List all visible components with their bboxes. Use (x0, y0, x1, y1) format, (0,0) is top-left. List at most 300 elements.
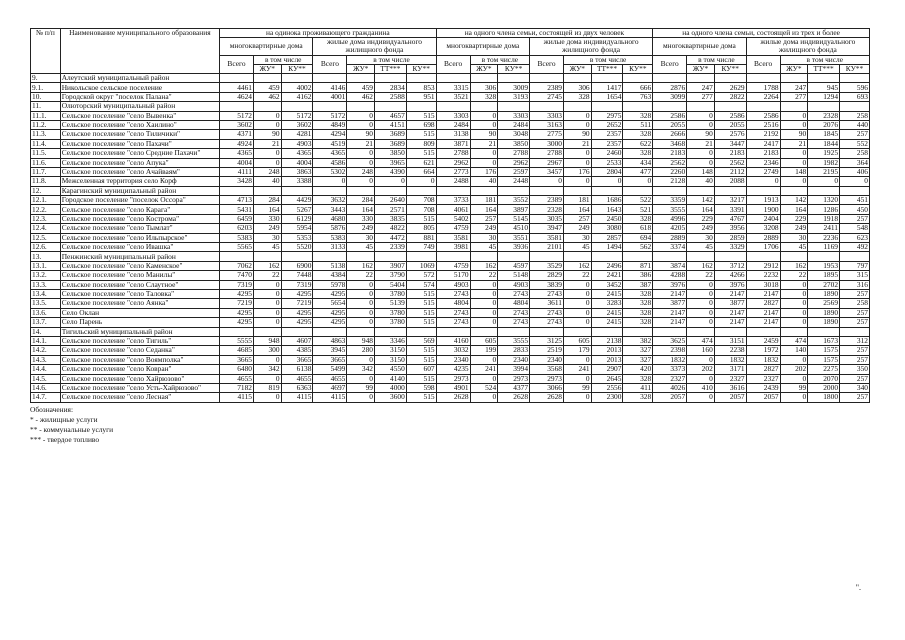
value-cell (470, 186, 498, 195)
value-cell: 2484 (498, 120, 530, 129)
value-cell: 22 (780, 271, 808, 280)
row-number: 13.1. (31, 261, 61, 270)
value-cell: 0 (564, 393, 592, 402)
value-cell: 22 (347, 271, 375, 280)
value-cell: 2238 (714, 346, 746, 355)
value-cell: 0 (780, 290, 808, 299)
value-cell: 569 (406, 336, 436, 345)
value-cell: 607 (406, 365, 436, 374)
value-cell: 3850 (498, 139, 530, 148)
header-including: в том числе (780, 55, 869, 64)
value-cell: 257 (470, 214, 498, 223)
value-cell: 1832 (653, 355, 687, 364)
table-row (31, 167, 870, 176)
value-cell: 0 (470, 308, 498, 317)
table-header (31, 29, 870, 74)
value-cell: 0 (687, 318, 715, 327)
value-cell: 4281 (281, 130, 313, 139)
value-cell: 4759 (436, 261, 470, 270)
row-number: 12.2. (31, 205, 61, 214)
table-row (31, 177, 870, 186)
value-cell: 0 (470, 280, 498, 289)
value-cell: 0 (564, 318, 592, 327)
value-cell: 4863 (313, 336, 347, 345)
value-cell (281, 252, 313, 261)
value-cell: 0 (253, 299, 281, 308)
value-cell: 0 (564, 149, 592, 158)
row-number: 13.5. (31, 299, 61, 308)
value-cell: 4804 (498, 299, 530, 308)
value-cell: 1320 (808, 196, 840, 205)
table-body (31, 74, 870, 403)
value-cell: 2556 (591, 383, 623, 392)
value-cell: 2088 (714, 177, 746, 186)
value-cell: 4146 (313, 83, 347, 92)
value-cell: 306 (564, 83, 592, 92)
table-row (31, 224, 870, 233)
row-number: 14.4. (31, 365, 61, 374)
value-cell: 1417 (591, 83, 623, 92)
value-cell: 0 (470, 299, 498, 308)
header-ku: КУ** (498, 64, 530, 73)
value-cell (220, 186, 254, 195)
value-cell: 2743 (498, 318, 530, 327)
value-cell: 4385 (281, 346, 313, 355)
value-cell: 3780 (374, 290, 406, 299)
value-cell (687, 74, 715, 83)
value-cell: 162 (253, 261, 281, 270)
value-cell: 2013 (591, 346, 623, 355)
table-row (31, 139, 870, 148)
value-cell: 4115 (313, 393, 347, 402)
value-cell: 328 (623, 308, 653, 317)
value-cell (840, 327, 870, 336)
value-cell: 2327 (746, 374, 780, 383)
value-cell: 45 (347, 243, 375, 252)
value-cell: 99 (347, 383, 375, 392)
value-cell: 3877 (653, 299, 687, 308)
value-cell: 0 (687, 299, 715, 308)
value-cell: 2415 (591, 290, 623, 299)
region-row (31, 327, 870, 336)
value-cell: 2057 (746, 393, 780, 402)
header-total: Всего (653, 55, 687, 73)
value-cell: 694 (623, 233, 653, 242)
header-total: Всего (436, 55, 470, 73)
value-cell: 3665 (220, 355, 254, 364)
value-cell (436, 327, 470, 336)
value-cell: 164 (780, 205, 808, 214)
value-cell: 3151 (714, 336, 746, 345)
value-cell: 181 (470, 196, 498, 205)
value-cell: 5555 (220, 336, 254, 345)
value-cell: 871 (623, 261, 653, 270)
value-cell: 340 (840, 383, 870, 392)
region-row (31, 74, 870, 83)
value-cell: 22 (470, 271, 498, 280)
value-cell: 2562 (714, 158, 746, 167)
value-cell: 2357 (591, 130, 623, 139)
value-cell: 2586 (714, 111, 746, 120)
legend-notes (30, 405, 870, 445)
value-cell (746, 327, 780, 336)
value-cell: 2652 (591, 120, 623, 129)
value-cell: 2195 (808, 167, 840, 176)
value-cell: 0 (470, 111, 498, 120)
value-cell: 2889 (746, 233, 780, 242)
value-cell: 2973 (436, 374, 470, 383)
value-cell: 2327 (714, 374, 746, 383)
value-cell: 4295 (281, 308, 313, 317)
value-cell: 2975 (591, 111, 623, 120)
value-cell: 4586 (313, 158, 347, 167)
value-cell (840, 74, 870, 83)
value-cell: 0 (687, 374, 715, 383)
value-cell: 0 (687, 280, 715, 289)
value-cell: 5954 (281, 224, 313, 233)
value-cell: 0 (780, 280, 808, 289)
value-cell: 951 (406, 92, 436, 101)
value-cell (623, 186, 653, 195)
value-cell: 3712 (714, 261, 746, 270)
value-cell (780, 327, 808, 336)
value-cell (687, 102, 715, 111)
value-cell: 247 (687, 83, 715, 92)
value-cell: 763 (623, 92, 653, 101)
value-cell: 3048 (498, 130, 530, 139)
value-cell (253, 252, 281, 261)
value-cell: 4657 (374, 111, 406, 120)
value-cell: 1913 (746, 196, 780, 205)
value-cell: 2327 (653, 374, 687, 383)
value-cell: 247 (780, 83, 808, 92)
value-cell: 4903 (498, 280, 530, 289)
value-cell (653, 252, 687, 261)
value-cell (687, 327, 715, 336)
value-cell: 524 (470, 383, 498, 392)
value-cell (530, 186, 564, 195)
value-cell: 5383 (220, 233, 254, 242)
value-cell: 2389 (530, 196, 564, 205)
value-cell: 257 (840, 318, 870, 327)
value-cell: 515 (406, 214, 436, 223)
value-cell: 598 (406, 383, 436, 392)
value-cell: 3080 (591, 224, 623, 233)
value-cell (347, 102, 375, 111)
value-cell: 3555 (498, 336, 530, 345)
value-cell (591, 252, 623, 261)
value-cell: 4697 (313, 383, 347, 392)
value-cell (253, 327, 281, 336)
value-cell: 4000 (374, 383, 406, 392)
value-cell (313, 74, 347, 83)
value-cell (436, 102, 470, 111)
value-cell: 164 (253, 205, 281, 214)
value-cell: 4655 (313, 374, 347, 383)
value-cell: 0 (623, 177, 653, 186)
header-group-2: на одного члена семьи, состоящей из двух человек (436, 29, 653, 38)
header-sub-apartments: многоквартирные дома (220, 38, 313, 55)
value-cell: 515 (406, 393, 436, 402)
value-cell: 0 (564, 290, 592, 299)
value-cell: 2275 (808, 365, 840, 374)
value-cell: 2147 (653, 318, 687, 327)
value-cell: 1673 (808, 336, 840, 345)
value-cell: 162 (780, 261, 808, 270)
value-cell: 4903 (281, 139, 313, 148)
value-cell: 3303 (498, 111, 530, 120)
value-cell: 2264 (746, 92, 780, 101)
table-row (31, 336, 870, 345)
value-cell: 3665 (281, 355, 313, 364)
value-cell: 0 (564, 374, 592, 383)
table-row (31, 83, 870, 92)
value-cell (374, 74, 406, 83)
value-cell: 3391 (714, 205, 746, 214)
region-name: Тигильский муниципальный район (60, 327, 219, 336)
value-cell: 229 (687, 214, 715, 223)
value-cell: 2070 (808, 374, 840, 383)
value-cell: 3428 (220, 177, 254, 186)
value-cell: 386 (623, 271, 653, 280)
value-cell: 2357 (591, 139, 623, 148)
value-cell: 249 (347, 224, 375, 233)
value-cell: 0 (470, 318, 498, 327)
value-cell: 618 (623, 224, 653, 233)
value-cell: 3936 (498, 243, 530, 252)
value-cell: 258 (840, 149, 870, 158)
value-cell (746, 74, 780, 83)
value-cell: 0 (313, 177, 347, 186)
value-cell: 350 (840, 365, 870, 374)
value-cell: 4115 (220, 393, 254, 402)
value-cell: 2439 (746, 383, 780, 392)
value-cell (470, 74, 498, 83)
value-cell: 2827 (746, 365, 780, 374)
value-cell: 3552 (498, 196, 530, 205)
value-cell: 2973 (498, 374, 530, 383)
value-cell: 7448 (281, 271, 313, 280)
value-cell: 1918 (808, 214, 840, 223)
header-name: Наименование муниципального образования (60, 29, 219, 74)
value-cell: 1844 (808, 139, 840, 148)
value-cell: 4294 (313, 130, 347, 139)
value-cell (840, 252, 870, 261)
value-cell: 5170 (436, 271, 470, 280)
value-cell: 0 (564, 280, 592, 289)
value-cell: 4597 (498, 261, 530, 270)
value-cell: 0 (347, 290, 375, 299)
value-cell: 3468 (653, 139, 687, 148)
value-cell: 21 (253, 139, 281, 148)
value-cell: 2857 (591, 233, 623, 242)
table-row (31, 299, 870, 308)
value-cell (623, 327, 653, 336)
header-total: Всего (220, 55, 254, 73)
value-cell: 853 (406, 83, 436, 92)
value-cell (530, 327, 564, 336)
value-cell (498, 186, 530, 195)
value-cell: 162 (347, 261, 375, 270)
value-cell: 0 (780, 149, 808, 158)
value-cell: 2346 (746, 158, 780, 167)
value-cell: 621 (406, 158, 436, 167)
value-cell: 2516 (746, 120, 780, 129)
value-cell: 623 (840, 233, 870, 242)
value-cell: 2340 (498, 355, 530, 364)
value-cell: 22 (564, 271, 592, 280)
value-cell: 3956 (714, 224, 746, 233)
value-cell: 176 (564, 167, 592, 176)
table-row (31, 205, 870, 214)
value-cell: 2822 (714, 92, 746, 101)
value-cell: 30 (470, 233, 498, 242)
value-cell: 162 (564, 261, 592, 270)
value-cell: 22 (253, 271, 281, 280)
value-cell: 1643 (591, 205, 623, 214)
value-cell: 40 (687, 177, 715, 186)
value-cell: 6363 (281, 383, 313, 392)
value-cell: 2328 (530, 205, 564, 214)
header-tt: ТТ*** (591, 64, 623, 73)
value-cell: 1706 (746, 243, 780, 252)
value-cell: 462 (347, 92, 375, 101)
value-cell (281, 102, 313, 111)
value-cell: 2398 (653, 346, 687, 355)
municipality-name: Сельское поселение "село Хаилино" (60, 120, 219, 129)
value-cell: 3346 (374, 336, 406, 345)
value-cell: 30 (347, 233, 375, 242)
note-item: * - жилищные услуги (30, 414, 98, 424)
value-cell: 2628 (498, 393, 530, 402)
value-cell: 4365 (313, 149, 347, 158)
value-cell: 1845 (808, 130, 840, 139)
value-cell: 258 (840, 299, 870, 308)
region-row (31, 186, 870, 195)
value-cell: 0 (347, 318, 375, 327)
value-cell: 1069 (406, 261, 436, 270)
municipality-name: Сельское поселение "село Вывенка" (60, 111, 219, 120)
value-cell: 515 (406, 299, 436, 308)
value-cell: 881 (406, 233, 436, 242)
value-cell: 2645 (591, 374, 623, 383)
value-cell: 248 (347, 167, 375, 176)
value-cell: 0 (253, 355, 281, 364)
value-cell: 2743 (530, 308, 564, 317)
value-cell: 3581 (436, 233, 470, 242)
value-cell: 229 (780, 214, 808, 223)
value-cell: 90 (253, 130, 281, 139)
value-cell: 420 (623, 365, 653, 374)
value-cell: 4624 (220, 92, 254, 101)
value-cell: 5402 (436, 214, 470, 223)
value-cell: 5139 (374, 299, 406, 308)
value-cell: 2640 (374, 196, 406, 205)
value-cell: 277 (687, 92, 715, 101)
municipality-name: Сельское поселение "село Апука" (60, 158, 219, 167)
value-cell: 3374 (653, 243, 687, 252)
value-cell (746, 252, 780, 261)
table-row (31, 196, 870, 205)
value-cell (687, 186, 715, 195)
table-row (31, 120, 870, 129)
value-cell: 0 (687, 111, 715, 120)
value-cell (591, 186, 623, 195)
header-tt: ТТ*** (374, 64, 406, 73)
value-cell: 2417 (746, 139, 780, 148)
value-cell: 3733 (436, 196, 470, 205)
header-zhu: ЖУ* (780, 64, 808, 73)
region-name: Олюторский муниципальный район (60, 102, 219, 111)
header-tt: ТТ*** (808, 64, 840, 73)
value-cell: 3443 (313, 205, 347, 214)
row-number: 14.7. (31, 393, 61, 402)
value-cell: 4607 (281, 336, 313, 345)
table-row (31, 214, 870, 223)
value-cell (253, 102, 281, 111)
value-cell (347, 186, 375, 195)
row-number: 11. (31, 102, 61, 111)
value-cell: 0 (470, 158, 498, 167)
value-cell: 3689 (374, 130, 406, 139)
value-cell: 2055 (714, 120, 746, 129)
value-cell (436, 186, 470, 195)
value-cell: 2743 (498, 290, 530, 299)
value-cell: 698 (406, 120, 436, 129)
value-cell: 2907 (591, 365, 623, 374)
value-cell: 2973 (530, 374, 564, 383)
value-cell: 328 (623, 130, 653, 139)
value-cell: 2112 (714, 167, 746, 176)
value-cell: 328 (623, 299, 653, 308)
value-cell: 664 (406, 167, 436, 176)
header-ku: КУ** (623, 64, 653, 73)
value-cell: 819 (253, 383, 281, 392)
value-cell: 4655 (281, 374, 313, 383)
value-cell: 2459 (746, 336, 780, 345)
value-cell: 2834 (374, 83, 406, 92)
value-cell: 1982 (808, 158, 840, 167)
header-total: Всего (746, 55, 780, 73)
value-cell: 3835 (374, 214, 406, 223)
value-cell: 328 (623, 214, 653, 223)
value-cell: 249 (470, 224, 498, 233)
header-sub-apartments: многоквартирные дома (653, 38, 746, 55)
value-cell: 0 (374, 177, 406, 186)
value-cell: 30 (780, 233, 808, 242)
value-cell: 21 (470, 139, 498, 148)
value-cell: 1890 (808, 308, 840, 317)
value-cell: 257 (840, 308, 870, 317)
value-cell: 21 (687, 139, 715, 148)
value-cell: 459 (347, 83, 375, 92)
value-cell (406, 327, 436, 336)
value-cell: 328 (623, 149, 653, 158)
value-cell: 330 (347, 214, 375, 223)
row-number: 11.1. (31, 111, 61, 120)
municipality-name: Сельское поселение "село Средние Пахачи" (60, 149, 219, 158)
value-cell (374, 102, 406, 111)
value-cell: 3602 (220, 120, 254, 129)
value-cell: 30 (687, 233, 715, 242)
header-ku: КУ** (840, 64, 870, 73)
value-cell: 5172 (281, 111, 313, 120)
value-cell: 3625 (653, 336, 687, 345)
value-cell (406, 252, 436, 261)
value-cell: 2147 (653, 290, 687, 299)
value-cell (374, 186, 406, 195)
value-cell: 515 (406, 318, 436, 327)
